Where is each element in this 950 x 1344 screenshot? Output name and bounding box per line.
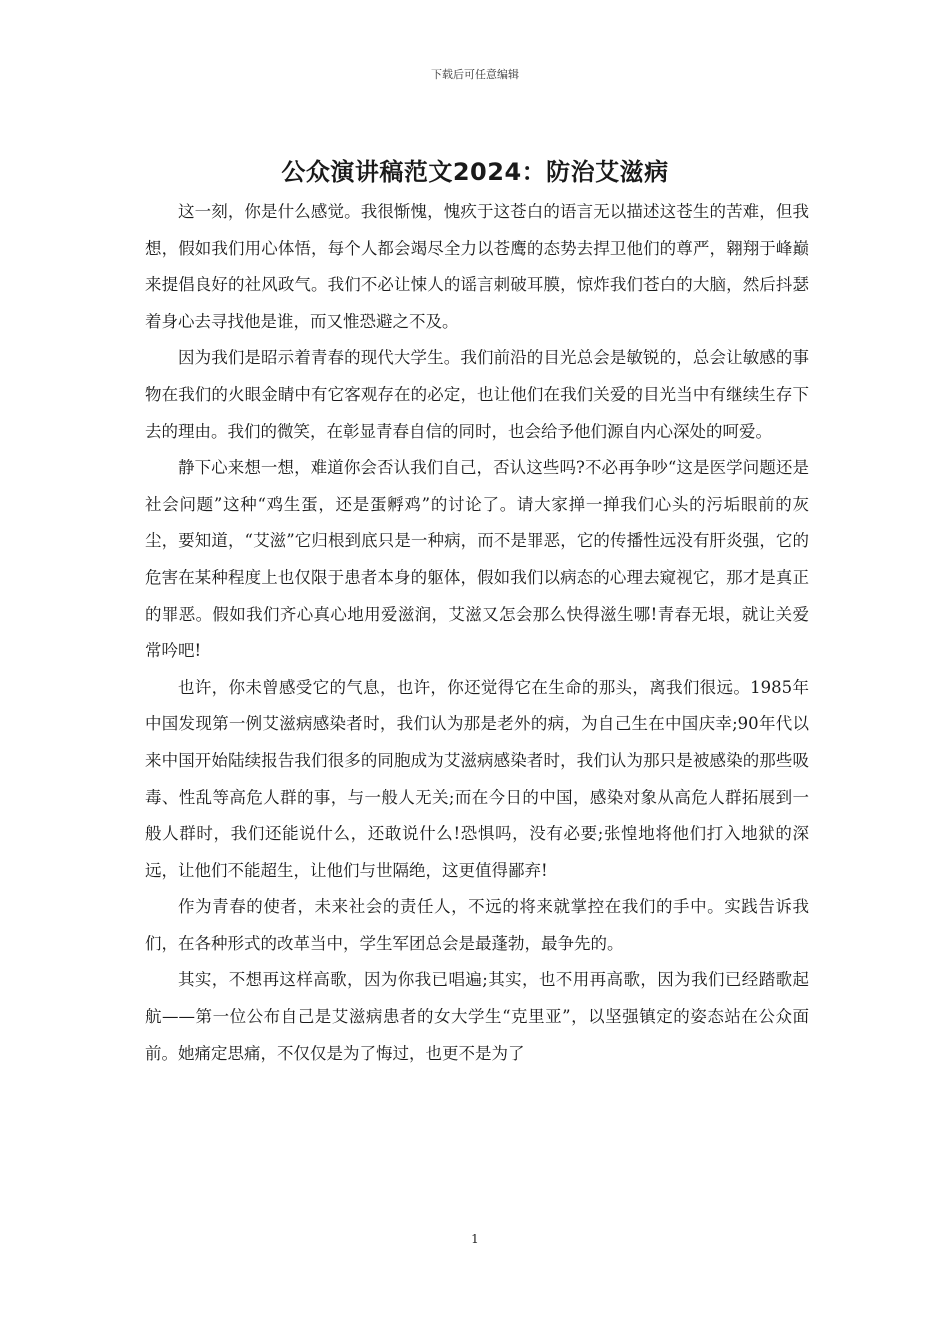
page-header-note: 下载后可任意编辑	[431, 68, 519, 81]
document-title: 公众演讲稿范文2024：防治艾滋病	[281, 158, 669, 186]
document-body	[145, 194, 809, 1072]
paragraph: 这一刻，你是什么感觉。我很惭愧，愧疚于这苍白的语言无以描述这苍生的苦难，但我想，假如我们用心体悟，每个人都会竭尽全力以苍鹰的态势去捍卫他们的尊严，翱翔于峰巅来提倡良好的社风政气。我们不必让悚人的谣言刺破耳膜，惊炸我们苍白的大脑，然后抖瑟着身心去寻找他是谁，而又惟恐避之不及。	[145, 202, 809, 331]
paragraph: 因为我们是昭示着青春的现代大学生。我们前沿的目光总会是敏锐的，总会让敏感的事物在我们的火眼金睛中有它客观存在的必定，也让他们在我们关爱的目光当中有继续生存下去的理由。我们的微笑，在彰显青春自信的同时，也会给予他们源自内心深处的呵爱。	[145, 348, 809, 441]
paragraph: 也许，你未曾感受它的气息，也许，你还觉得它在生命的那头，离我们很远。1985年中国发现第一例艾滋病感染者时，我们认为那是老外的病，为自己生在中国庆幸;90年代以来中国开始陆续报告我们很多的同胞成为艾滋病感染者时，我们认为那只是被感染的那些吸毒、性乱等高危人群的事，与一般人无关;而在今日的中国，感染对象从高危人群拓展到一般人群时，我们还能说什么，还敢说什么!恐惧吗，没有必要;张惶地将他们打入地狱的深远，让他们不能超生，让他们与世隔绝，这更值得鄙弃!	[145, 677, 809, 880]
paragraph: 静下心来想一想，难道你会否认我们自己，否认这些吗?不必再争吵“这是医学问题还是社会问题”这种“鸡生蛋，还是蛋孵鸡”的讨论了。请大家掸一掸我们心头的污垢眼前的灰尘，要知道，“艾滋”它归根到底只是一种病，而不是罪恶，它的传播性远没有肝炎强，它的危害在某种程度上也仅限于患者本身的躯体，假如我们以病态的心理去窥视它，那才是真正的罪恶。假如我们齐心真心地用爱滋润，艾滋又怎会那么快得滋生哪!青春无垠，就让关爱常吟吧!	[145, 458, 809, 661]
page-number: 1	[471, 1232, 479, 1246]
paragraph: 作为青春的使者，未来社会的责任人，不远的将来就掌控在我们的手中。实践告诉我们，在各种形式的改革当中，学生军团总会是最蓬勃，最争先的。	[145, 897, 809, 953]
paragraph: 其实，不想再这样高歌，因为你我已唱遍;其实，也不用再高歌，因为我们已经踏歌起航——第一位公布自己是艾滋病患者的女大学生“克里亚”，以坚强镇定的姿态站在公众面前。她痛定思痛，不仅仅是为了悔过，也更不是为了	[145, 970, 809, 1063]
